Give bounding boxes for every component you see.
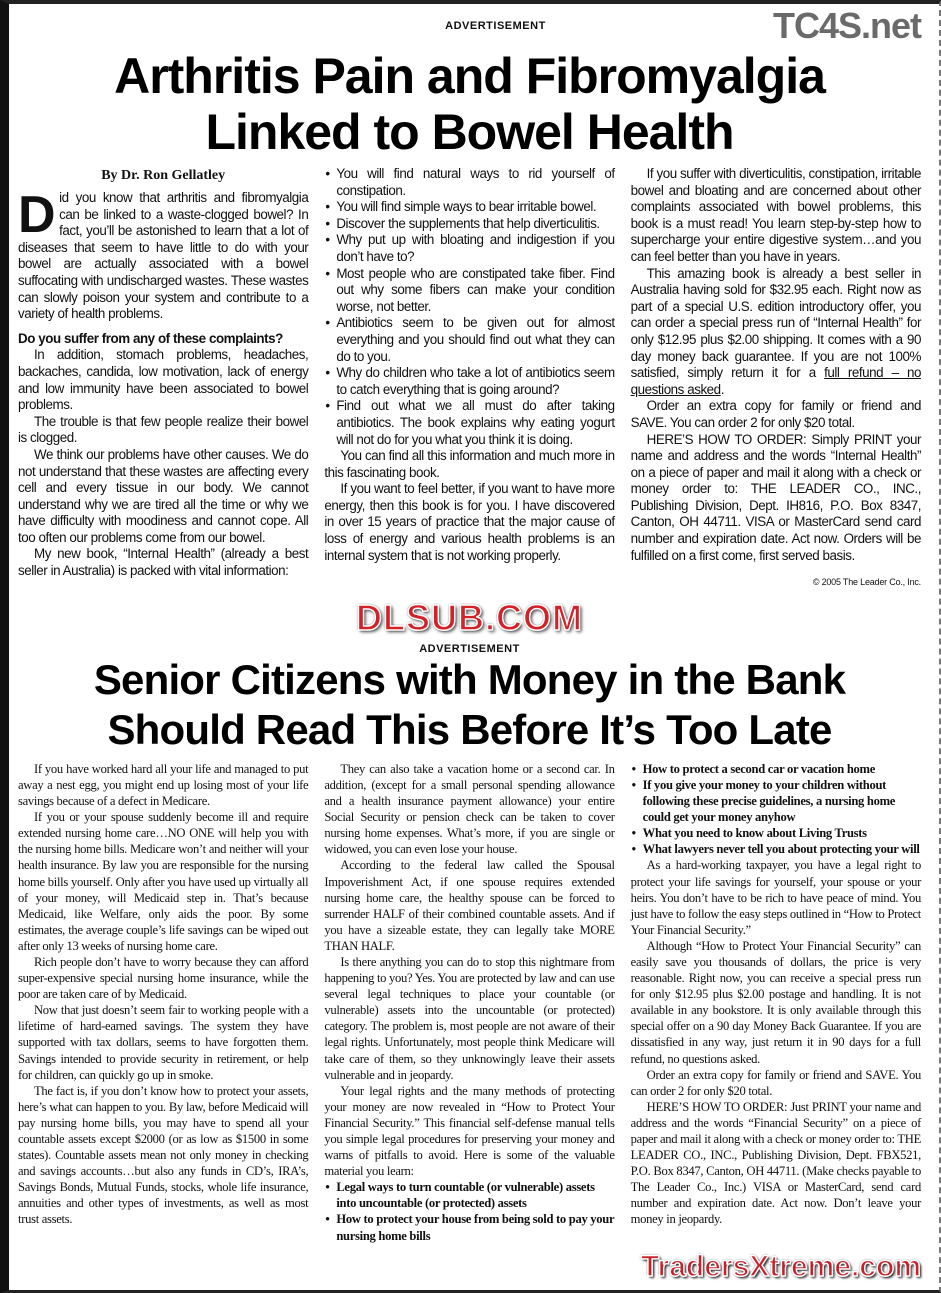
paragraph: HERE’S HOW TO ORDER: Simply PRINT your name and address and the words “Internal Health” on a piece of paper and mail it along with a check or money order to: THE LEADER CO., INC., Publishing Division, Dept. IH816, P.O. Box 8347, Canton, OH 44711. VISA or MasterCard send card number and expiration date. Act now. Orders will be fulfilled on a first come, first served basis. (630, 431, 921, 563)
copyright-notice: © 2005 The Leader Co., Inc. (812, 577, 921, 588)
paragraph: Rich people don’t have to worry because they can afford super-expensive special nursing home insurance, while the poor are taken care of by Medicaid. (18, 954, 309, 1002)
bullet-item: • How to protect a second car or vacation home (631, 761, 921, 777)
bullet-item: • What lawyers never tell you about protecting your will (631, 841, 921, 857)
paragraph: If you or your spouse suddenly become ill and require extended nursing home care…NO ONE will help you with the nursing home bills. Medicare won’t and neither will your health insurance. By law you are responsible for the nursing home bills yourself. Only after you have used up virtually all of your money, will Medicaid step in. That’s because Medicaid, like Welfare, only aids the poor. By some estimates, the average couple’s life savings can be wiped out after only 13 weeks of nursing home care. (18, 810, 309, 953)
paragraph: Order an extra copy for family or friend and SAVE. You can order 2 for only $20 total. (630, 398, 921, 430)
subheading: Do you suffer from any of these complaints? (18, 330, 283, 346)
watermark-logo-tradersxtreme: TradersXtreme.com (640, 1249, 921, 1283)
advertisement-label: ADVERTISEMENT (445, 20, 546, 32)
watermark-row (18, 597, 921, 639)
paragraph-text: . (720, 381, 724, 397)
headline-line-1: Arthritis Pain and Fibromyalgia (114, 48, 825, 104)
bullet-item: • Why do children who take a lot of antibiotics seem to catch everything that is going around? (324, 365, 614, 398)
paragraph: We think our problems have other causes. We do not understand that these wastes are affecting every cell and every tissue in our body. We cannot understand why we are tired all the time or why we have difficulty with moodiness and cannot cope. All too often our problems come from our bowel. (18, 446, 309, 545)
bullet-item: • You will find natural ways to rid yourself of constipation. (324, 166, 614, 199)
paragraph: The fact is, if you don’t know how to protect your assets, here’s what can happen to you. By law, before Medicaid will pay nursing home bills, you may have to spend all your countable assets except $2000 (or as low as $1500 in some states). Countable assets mean not only money in checking and savings accounts…but also any funds in CD’s, IRA’s, Savings Bonds, Mutual Funds, stocks, whole life insurance, annuities and other types of investments, as well as most trust assets. (18, 1083, 309, 1227)
drop-cap: D (18, 186, 56, 244)
paragraph-text: id you know that arthritis and fibromyalgia can be linked to a waste-clogged bowel? In fact, you’ll be astonished to learn that a lot of diseases that seem to have little to do with your bowel are actually associated with a bowel suffocating with undischarged wastes. These wastes can slowly poison your system and contribute to a variety of health problems. (18, 190, 309, 322)
paragraph: My new book, “Internal Health” (already a best seller in Australia) is packed with vital information: (18, 546, 309, 579)
paragraph: They can also take a vacation home or a second car. In addition, (except for a small personal spending allowance and a health insurance payment allowance) your entire Social Security or pension check can be taken to cover nursing home expenses. What’s more, if you are single or widowed, you can even lose your house. (324, 761, 615, 857)
bullet-item: • Antibiotics seem to be given out for almost everything and you should find out what they can do to you. (324, 315, 614, 365)
headline-line-1: Senior Citizens with Money in the Bank (93, 655, 846, 703)
bullet-item: • How to protect your house from being sold to pay your nursing home bills (324, 1211, 614, 1243)
paragraph: Order an extra copy for family or friend and SAVE. You can order 2 for only $20 total. (630, 1067, 921, 1098)
watermark-logo-tc4s: TC4S.net (772, 5, 921, 46)
paragraph: Although “How to Protect Your Financial Security” can easily save you thousands of dollars, the price is very reasonable. Right now, you can receive a special press run for only $12.95 plus $2.00 postage and handling. It is not available in any bookstore. It is only available through this special offer on a 90 day Money Back Guarantee. If you are dissatisfied in any way, just return it in 90 days for a full refund, no questions asked. (630, 938, 921, 1066)
paragraph: If you want to feel better, if you want to have more energy, then this book is for you. I have discovered in over 15 years of practice that the major cause of loss of energy and various health problems is an internal system that is not working properly. (324, 481, 615, 563)
paragraph: As a hard-working taxpayer, you have a legal right to protect your life savings for yourself, your spouse or your heirs. You don’t have to be rich to have peace of mind. You just have to follow the easy steps outlined in “How to Protect Your Financial Security.” (630, 858, 921, 937)
paragraph: If you suffer with diverticulitis, constipation, irritable bowel and bloating and are concerned about other complaints associated with bowel problems, this book is a must read! You learn step-by-step how to supercharge your entire digestive system…and you can feel better than you have in years. (630, 166, 921, 264)
paragraph (18, 186, 309, 323)
paragraph-text: This amazing book is already a best seller in Australia having sold for $32.95 each. Right now as part of a special U.S. edition introductory offer, you can order a special press run of “Internal Health” for only $12.95 plus $2.00 shipping. It comes with a 90 day money back guarantee. If you are not 100% satisfied, simply return it for a (630, 265, 921, 381)
article-senior-citizens-body (18, 761, 921, 1244)
header-row (18, 4, 921, 48)
paragraph (631, 266, 921, 399)
watermark-logo-dlsub: DLSUB.COM (356, 596, 583, 638)
bullet-item: • Most people who are constipated take fiber. Find out why some fibers can make your condition worse, not better. (324, 266, 614, 316)
headline-line-2: Linked to Bowel Health (205, 104, 734, 160)
paragraph: The trouble is that few people realize their bowel is clogged. (18, 413, 309, 446)
paragraph: You can find all this information and much more in this fascinating book. (324, 448, 615, 480)
bullet-item: • Why put up with bloating and indigestion if you don’t have to? (324, 232, 614, 265)
paragraph: Is there anything you can do to stop this nightmare from happening to you? Yes. You are protected by law and can use several legal techniques to place your countable (or vulnerable) assets into the uncountable (or protected) category. The problem is, most people are not aware of their legal rights. Unfortunately, most people think Medicare will take care of them, so they unknowingly leave their assets vulnerable and in jeopardy. (324, 954, 615, 1082)
bullet-item: • Legal ways to turn countable (or vulnerable) assets into uncountable (or protected) assets (324, 1179, 614, 1211)
underlined-text: full refund – no questions asked (630, 365, 921, 397)
headline-line-2: Should Read This Before It’s Too Late (107, 705, 832, 753)
paragraph: Now that just doesn’t seem fair to working people with a lifetime of hard-earned savings. The system they have supported with tax dollars, seems to have forgotten them. Savings intended to provide security in retirement, or help for children, can quickly go up in smoke. (18, 1003, 309, 1082)
bullet-item: • What you need to know about Living Trusts (631, 825, 921, 841)
paragraph: In addition, stomach problems, headaches, backaches, candida, low motivation, lack of energy and low immunity have been associated to bowel problems. (18, 347, 309, 413)
bullet-item: • Discover the supplements that help diverticulitis. (324, 216, 614, 233)
paragraph: HERE’S HOW TO ORDER: Just PRINT your name and address and the words “Financial Security” on a piece of paper and mail it along with a check or money order to: THE LEADER CO., INC., Publishing Division, Dept. FBX521, P.O. Box 8347, Canton, OH 44711. (Make checks payable to The Leader Co., Inc.) VISA or MasterCard, send card number and expiration date. Act now. Don’t leave your money in jeopardy. (630, 1099, 921, 1227)
advertisement-label: ADVERTISEMENT (419, 642, 520, 655)
paragraph: According to the federal law called the Spousal Impoverishment Act, if one spouse requires extended nursing home care, the healthy spouse can be forced to surrender HALF of their combined countable assets. And if you have a sizeable estate, they can legally take MORE THAN HALF. (324, 858, 615, 953)
bullet-item: • If you give your money to your children without following these precise guidelines, a nursing home could get your money anyhow (631, 777, 921, 825)
paragraph: If you have worked hard all your life and managed to put away a nest egg, you might end up losing most of your life savings because of a defect in Medicare. (18, 761, 309, 809)
watermark-row (18, 1250, 921, 1284)
byline: By Dr. Ron Gellatley (101, 168, 226, 183)
article-arthritis-body (18, 166, 921, 591)
bullet-item: • Find out what we all must do after taking antibiotics. The book explains why eating yogurt will not do for you what you think it is doing. (324, 398, 614, 448)
bullet-item: • You will find simple ways to bear irritable bowel. (324, 199, 614, 216)
paragraph: Your legal rights and the many methods of protecting your money are now revealed in “How to Protect Your Financial Security.” This financial self-defense manual tells you simple legal procedures for preserving your money and warns of pitfalls to avoid. Here is some of the valuable material you learn: (324, 1083, 615, 1179)
